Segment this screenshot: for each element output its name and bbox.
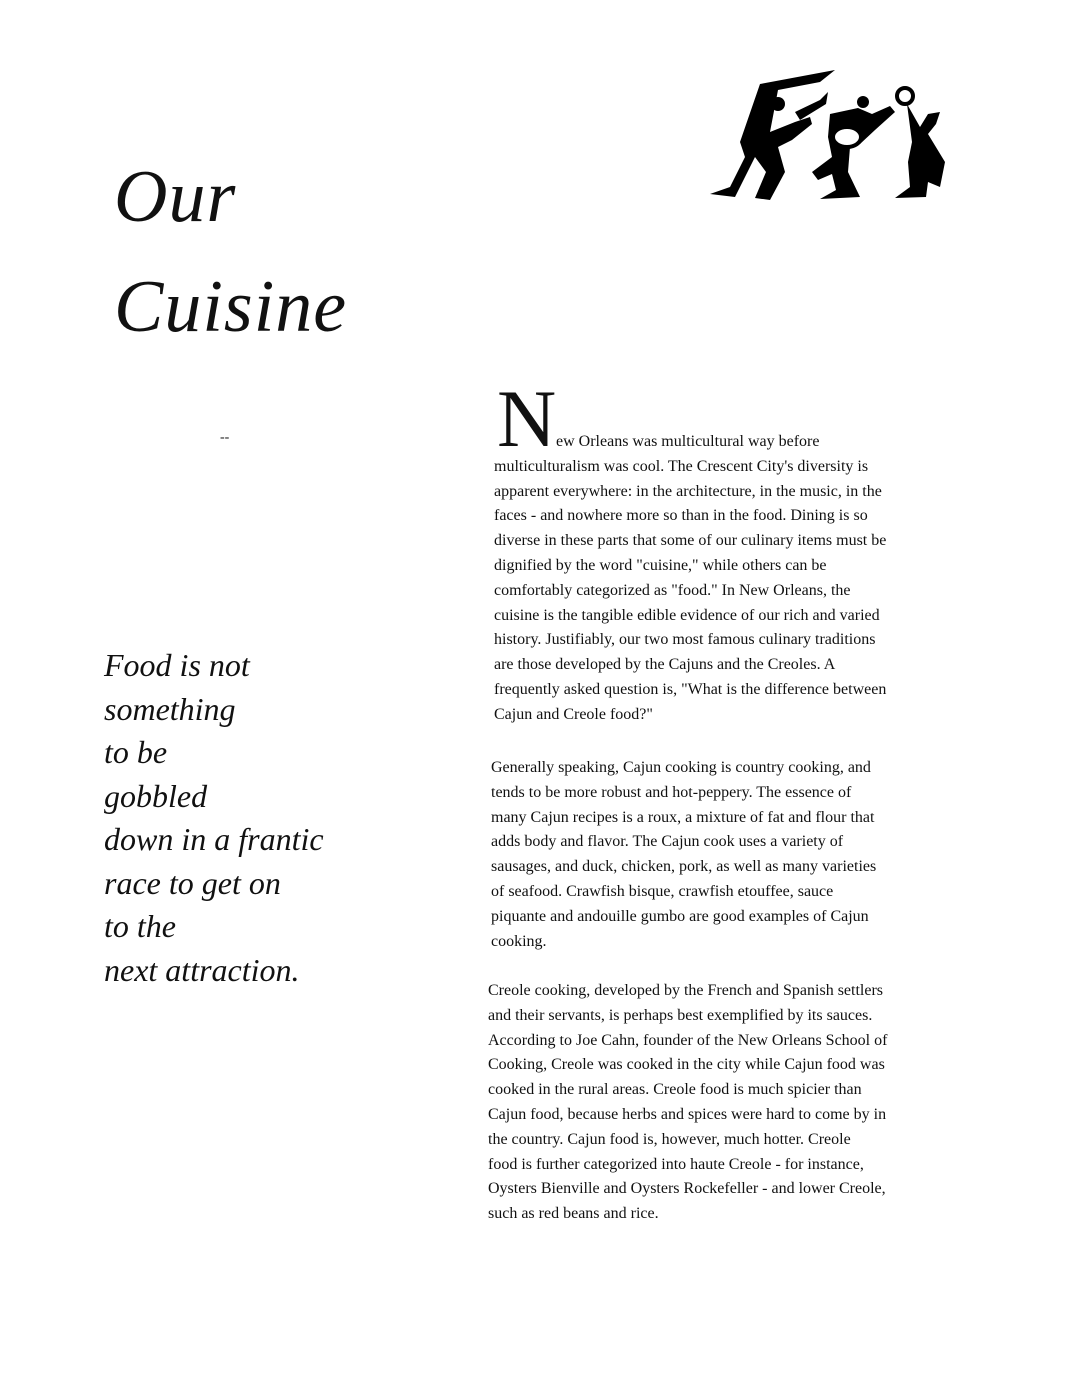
body-paragraph-3	[488, 979, 887, 1227]
paragraph-line: sausages, and duck, chicken, pork, as well as many varieties	[491, 858, 877, 876]
body-paragraph-2	[491, 756, 876, 954]
pull-quote-line: to be	[104, 734, 168, 770]
paragraph-line: frequently asked question is, "What is the difference between	[494, 680, 887, 698]
paragraph-line: are those developed by the Cajuns and the Creoles. A	[494, 656, 836, 674]
paragraph-line: cuisine is the tangible edible evidence of our rich and varied	[494, 606, 880, 624]
jazz-musicians-illustration-icon	[700, 62, 950, 202]
paragraph-line: According to Joe Cahn, founder of the New Orleans School of	[488, 1031, 888, 1049]
paragraph-line: Cajun food, because herbs and spices were hard to come by in	[488, 1105, 887, 1123]
paragraph-line: comfortably categorized as "food." In New Orleans, the	[494, 581, 851, 599]
paragraph-line: Generally speaking, Cajun cooking is country cooking, and	[491, 759, 871, 776]
paragraph-line: multiculturalism was cool. The Crescent City's diversity is	[494, 457, 869, 475]
paragraph-line: cooked in the rural areas. Creole food is much spicier than	[488, 1081, 862, 1099]
paragraph-line: history. Justifiably, our two most famous culinary traditions	[494, 631, 876, 649]
pull-quote-line: next attraction.	[104, 951, 300, 988]
pull-quote-line: down in a frantic	[104, 821, 324, 857]
paragraph-line: cooking.	[491, 932, 547, 950]
paragraph-line: piquante and andouille gumbo are good examples of Cajun	[491, 907, 869, 925]
paragraph-line: tends to be more robust and hot-peppery. The essence of	[491, 783, 852, 801]
paragraph-line: apparent everywhere: in the architecture, in the music, in the	[494, 482, 882, 500]
paragraph-line: many Cajun recipes is a roux, a mixture of fat and flour that	[491, 808, 875, 826]
pull-quote-line: race to get on	[104, 864, 281, 901]
separator: --	[220, 430, 230, 445]
body-paragraph-1	[494, 430, 886, 728]
page-title-line-2: Cuisine	[114, 266, 348, 348]
drop-cap: N	[497, 373, 557, 464]
paragraph-line: Cooking, Creole was cooked in the city while Cajun food was	[488, 1056, 885, 1074]
paragraph-line: adds body and flavor. The Cajun cook uses a variety of	[491, 833, 844, 851]
pull-quote-line: to the	[104, 908, 176, 944]
paragraph-line: the country. Cajun food is, however, much hotter. Creole	[488, 1130, 851, 1148]
pull-quote	[104, 644, 324, 992]
paragraph-line: Creole cooking, developed by the French and Spanish settlers	[488, 982, 884, 999]
paragraph-line: Cajun and Creole food?"	[494, 705, 653, 723]
pull-quote-line: gobbled	[104, 777, 208, 814]
paragraph-line: food is further categorized into haute Creole - for instance,	[488, 1155, 864, 1173]
paragraph-line: Oysters Bienville and Oysters Rockefeller - and lower Creole,	[488, 1180, 886, 1198]
paragraph-line: diverse in these parts that some of our culinary items must be	[494, 532, 887, 550]
paragraph-line: ew Orleans was multicultural way before	[556, 433, 820, 450]
page-title-line-1: Our	[114, 156, 237, 238]
paragraph-line: faces - and nowhere more so than in the food. Dining is so	[494, 507, 868, 525]
paragraph-line: and their servants, is perhaps best exemplified by its sauces.	[488, 1006, 873, 1024]
pull-quote-line: Food is not	[104, 647, 250, 683]
paragraph-line: of seafood. Crawfish bisque, crawfish etouffee, sauce	[491, 882, 834, 900]
paragraph-line: such as red beans and rice.	[488, 1205, 659, 1223]
paragraph-line: dignified by the word "cuisine," while others can be	[494, 556, 827, 574]
pull-quote-line: something	[104, 690, 236, 727]
